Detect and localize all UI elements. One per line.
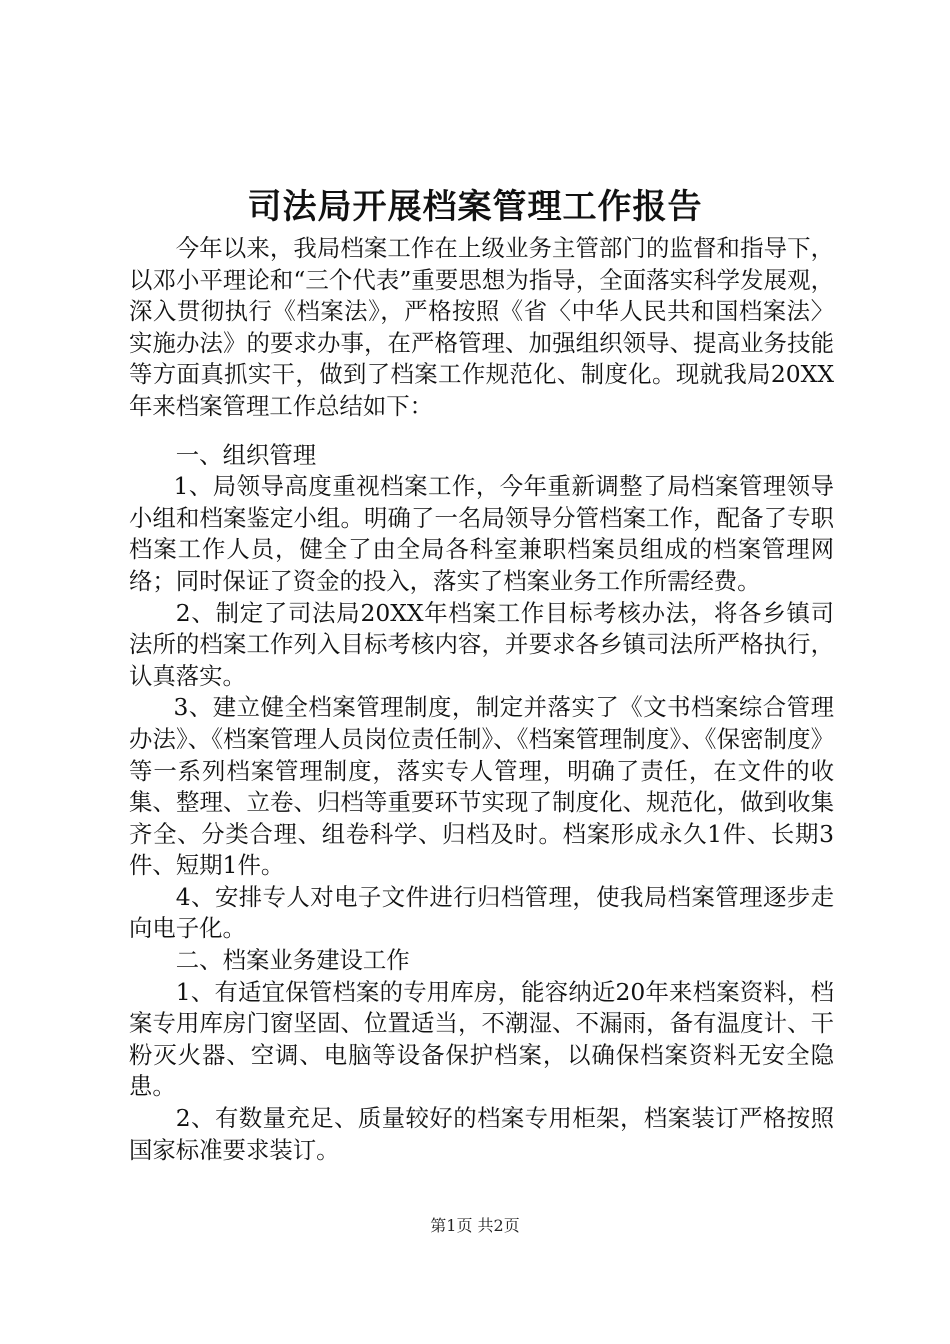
section1-item-4: 4、安排专人对电子文件进行归档管理，使我局档案管理逐步走向电子化。 xyxy=(129,882,834,943)
page-footer: 第1页 共2页 xyxy=(430,1216,520,1235)
intro-paragraph: 今年以来，我局档案工作在上级业务主管部门的监督和指导下，以邓小平理论和“三个代表”重要思想为指导，全面落实科学发展观，深入贯彻执行《档案法》，严格按照《省〈中华人民共和国档案法〉实施办法》的要求办事，在严格管理、加强组织领导、提高业务技能等方面真抓实干，做到了档案工作规范化、制度化。现就我局20XX年来档案管理工作总结如下： xyxy=(129,234,834,420)
section2-item-1: 1、有适宜保管档案的专用库房，能容纳近20年来档案资料，档案专用库房门窗坚固、位置适当，不潮湿、不漏雨，备有温度计、干粉灭火器、空调、电脑等设备保护档案，以确保档案资料无安全隐患。 xyxy=(129,977,834,1101)
section1-item-3: 3、建立健全档案管理制度，制定并落实了《文书档案综合管理办法》、《档案管理人员岗位责任制》、《档案管理制度》、《保密制度》等一系列档案管理制度，落实专人管理，明确了责任，在文件的收集、整理、立卷、归档等重要环节实现了制度化、规范化，做到收集齐全、分类合理、组卷科学、归档及时。档案形成永久1件、长期3件、短期1件。 xyxy=(129,693,834,880)
section-heading-1: 一、组织管理 xyxy=(175,440,317,469)
page-title: 司法局开展档案管理工作报告 xyxy=(247,187,703,227)
paragraph-gap xyxy=(129,423,834,440)
section-heading-2: 二、档案业务建设工作 xyxy=(175,946,410,975)
section1-item-2: 2、制定了司法局20XX年档案工作目标考核办法，将各乡镇司法所的档案工作列入目标考核内容，并要求各乡镇司法所严格执行，认真落实。 xyxy=(129,598,834,690)
section1-item-1: 1、局领导高度重视档案工作，今年重新调整了局档案管理领导小组和档案鉴定小组。明确了一名局领导分管档案工作，配备了专职档案工作人员，健全了由全局各科室兼职档案员组成的档案管理网络；同时保证了资金的投入，落实了档案业务工作所需经费。 xyxy=(129,472,834,595)
document-body xyxy=(129,233,834,1166)
section2-item-2: 2、有数量充足、质量较好的档案专用柜架，档案装订严格按照国家标准要求装订。 xyxy=(129,1104,834,1164)
